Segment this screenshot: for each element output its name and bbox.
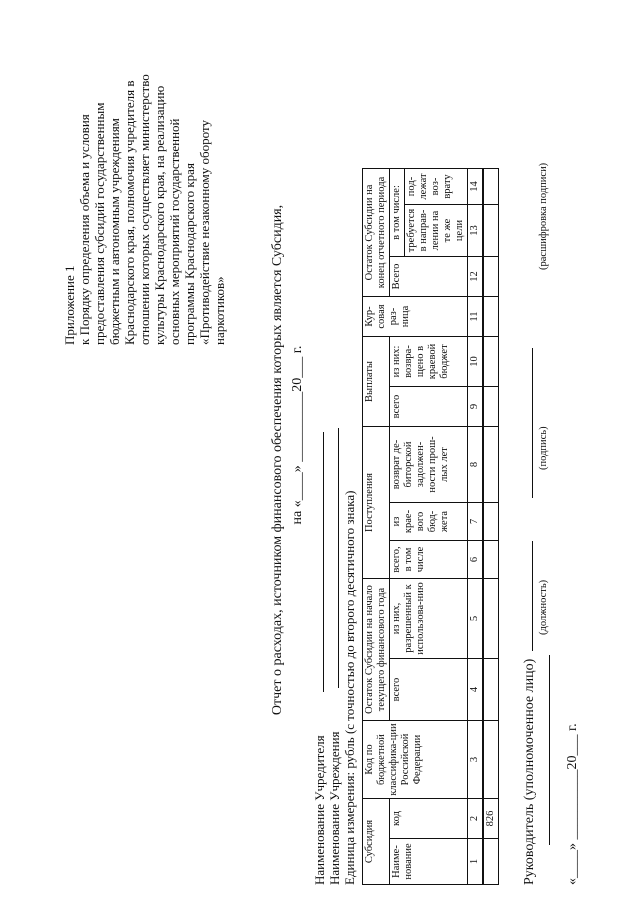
table-cell [483,205,499,257]
appendix-line: Краснодарского края, полномочия учредителя в [122,80,137,345]
header-balance-end: Остаток Субсидии на конец отчетного периода [363,169,390,297]
table-cell [483,169,499,205]
header-start-total: всего [390,659,468,721]
decoding-caption: (расшифровка подписи) [538,162,549,270]
table-number-row [468,169,484,885]
column-number: 11 [468,297,484,337]
header-receipts-regional: из крае-вого бюд-жета [390,503,468,541]
founder-label: Наименование Учредителя [312,735,327,885]
signature-caption: (подпись) [538,426,549,470]
appendix-line: отношении которых осуществляет министерство [137,74,152,345]
appendix-header [62,15,227,345]
report-title: Отчет о расходах, источником финансового обеспечения которых является Субсидия, [270,204,285,716]
column-number: 2 [468,799,484,839]
signature-underline [520,348,533,498]
header-payments-returned: из них: возвра-щено в краевой бюджет [390,337,468,387]
header-end-total: Всего [390,257,468,297]
header-exchange-difference: Кур-совая раз-ница [363,297,468,337]
table-cell [483,427,499,503]
column-number: 10 [468,337,484,387]
column-number: 14 [468,169,484,205]
table-cell [483,579,499,659]
column-number: 9 [468,387,484,427]
founder-underline [312,432,324,692]
header-budget-code: Код по бюджетной классифика-ции Российской Федерации [363,721,468,799]
institution-field [327,325,342,885]
table-cell [483,387,499,427]
column-number: 13 [468,205,484,257]
table-cell [483,839,499,885]
appendix-line: «Противодействие незаконному обороту [197,120,212,345]
table-cell [483,337,499,387]
appendix-line: наркотиков» [212,276,227,345]
header-receipts-debt-return: возврат де-биторской задолжен-ности прош-лых лет [390,427,468,503]
header-start-allowed: из них, разрешенный к использова-нию [390,579,468,659]
table-cell [483,503,499,541]
signer-label: Руководитель (уполномоченное лицо) [522,658,537,885]
table-cell [483,541,499,579]
column-number: 5 [468,579,484,659]
decoding-underline [537,655,550,845]
header-end-including: в том числе: [390,169,405,257]
report-date-line: на «____» __________20___ г. [290,345,305,525]
table-header-row [363,169,390,885]
column-number: 3 [468,721,484,799]
header-subsidy: Субсидия [363,799,390,885]
founder-field [312,325,327,885]
appendix-line: основных мероприятий государственной [167,118,182,345]
column-number: 8 [468,427,484,503]
header-code: код [390,799,468,839]
table-data-row [483,169,499,885]
table-cell [483,659,499,721]
table-cell [483,297,499,337]
table-cell [483,257,499,297]
signature-date-line: «____» __________20___ г. [565,723,580,885]
appendix-line: бюджетным и автономным учреждениям [107,118,122,345]
header-balance-start: Остаток Субсидии на начало текущего финансового года [363,579,390,721]
appendix-line: предоставления субсидий государственным [92,102,107,345]
header-end-required: требуется в направ-лении на те же цели [405,205,468,257]
unit-of-measure: Единица измерения: рубль (с точностью до второго десятичного знака) [342,490,357,885]
appendix-line: программы Краснодарского края [182,163,197,345]
report-table [362,168,499,885]
column-number: 12 [468,257,484,297]
column-number: 6 [468,541,484,579]
column-number: 4 [468,659,484,721]
header-receipts: Поступления [363,427,390,579]
appendix-line: к Порядку определения объема и условия [77,114,92,345]
header-end-to-return: под-лежат воз-врату [405,169,468,205]
table-cell [483,721,499,799]
header-receipts-total: всего, в том числе [390,541,468,579]
institution-underline [327,428,339,688]
position-underline [520,541,533,651]
column-number: 1 [468,839,484,885]
appendix-line: Приложение 1 [62,265,77,345]
header-payments: Выплаты [363,337,390,427]
subsidy-code-cell: 826 [483,799,499,839]
column-number: 7 [468,503,484,541]
institution-label: Наименование Учреждения [327,731,342,885]
header-name: Наиме-нование [390,839,468,885]
appendix-line: культуры Краснодарского края, на реализацию [152,85,167,345]
header-payments-total: всего [390,387,468,427]
position-caption: (должность) [538,579,549,635]
